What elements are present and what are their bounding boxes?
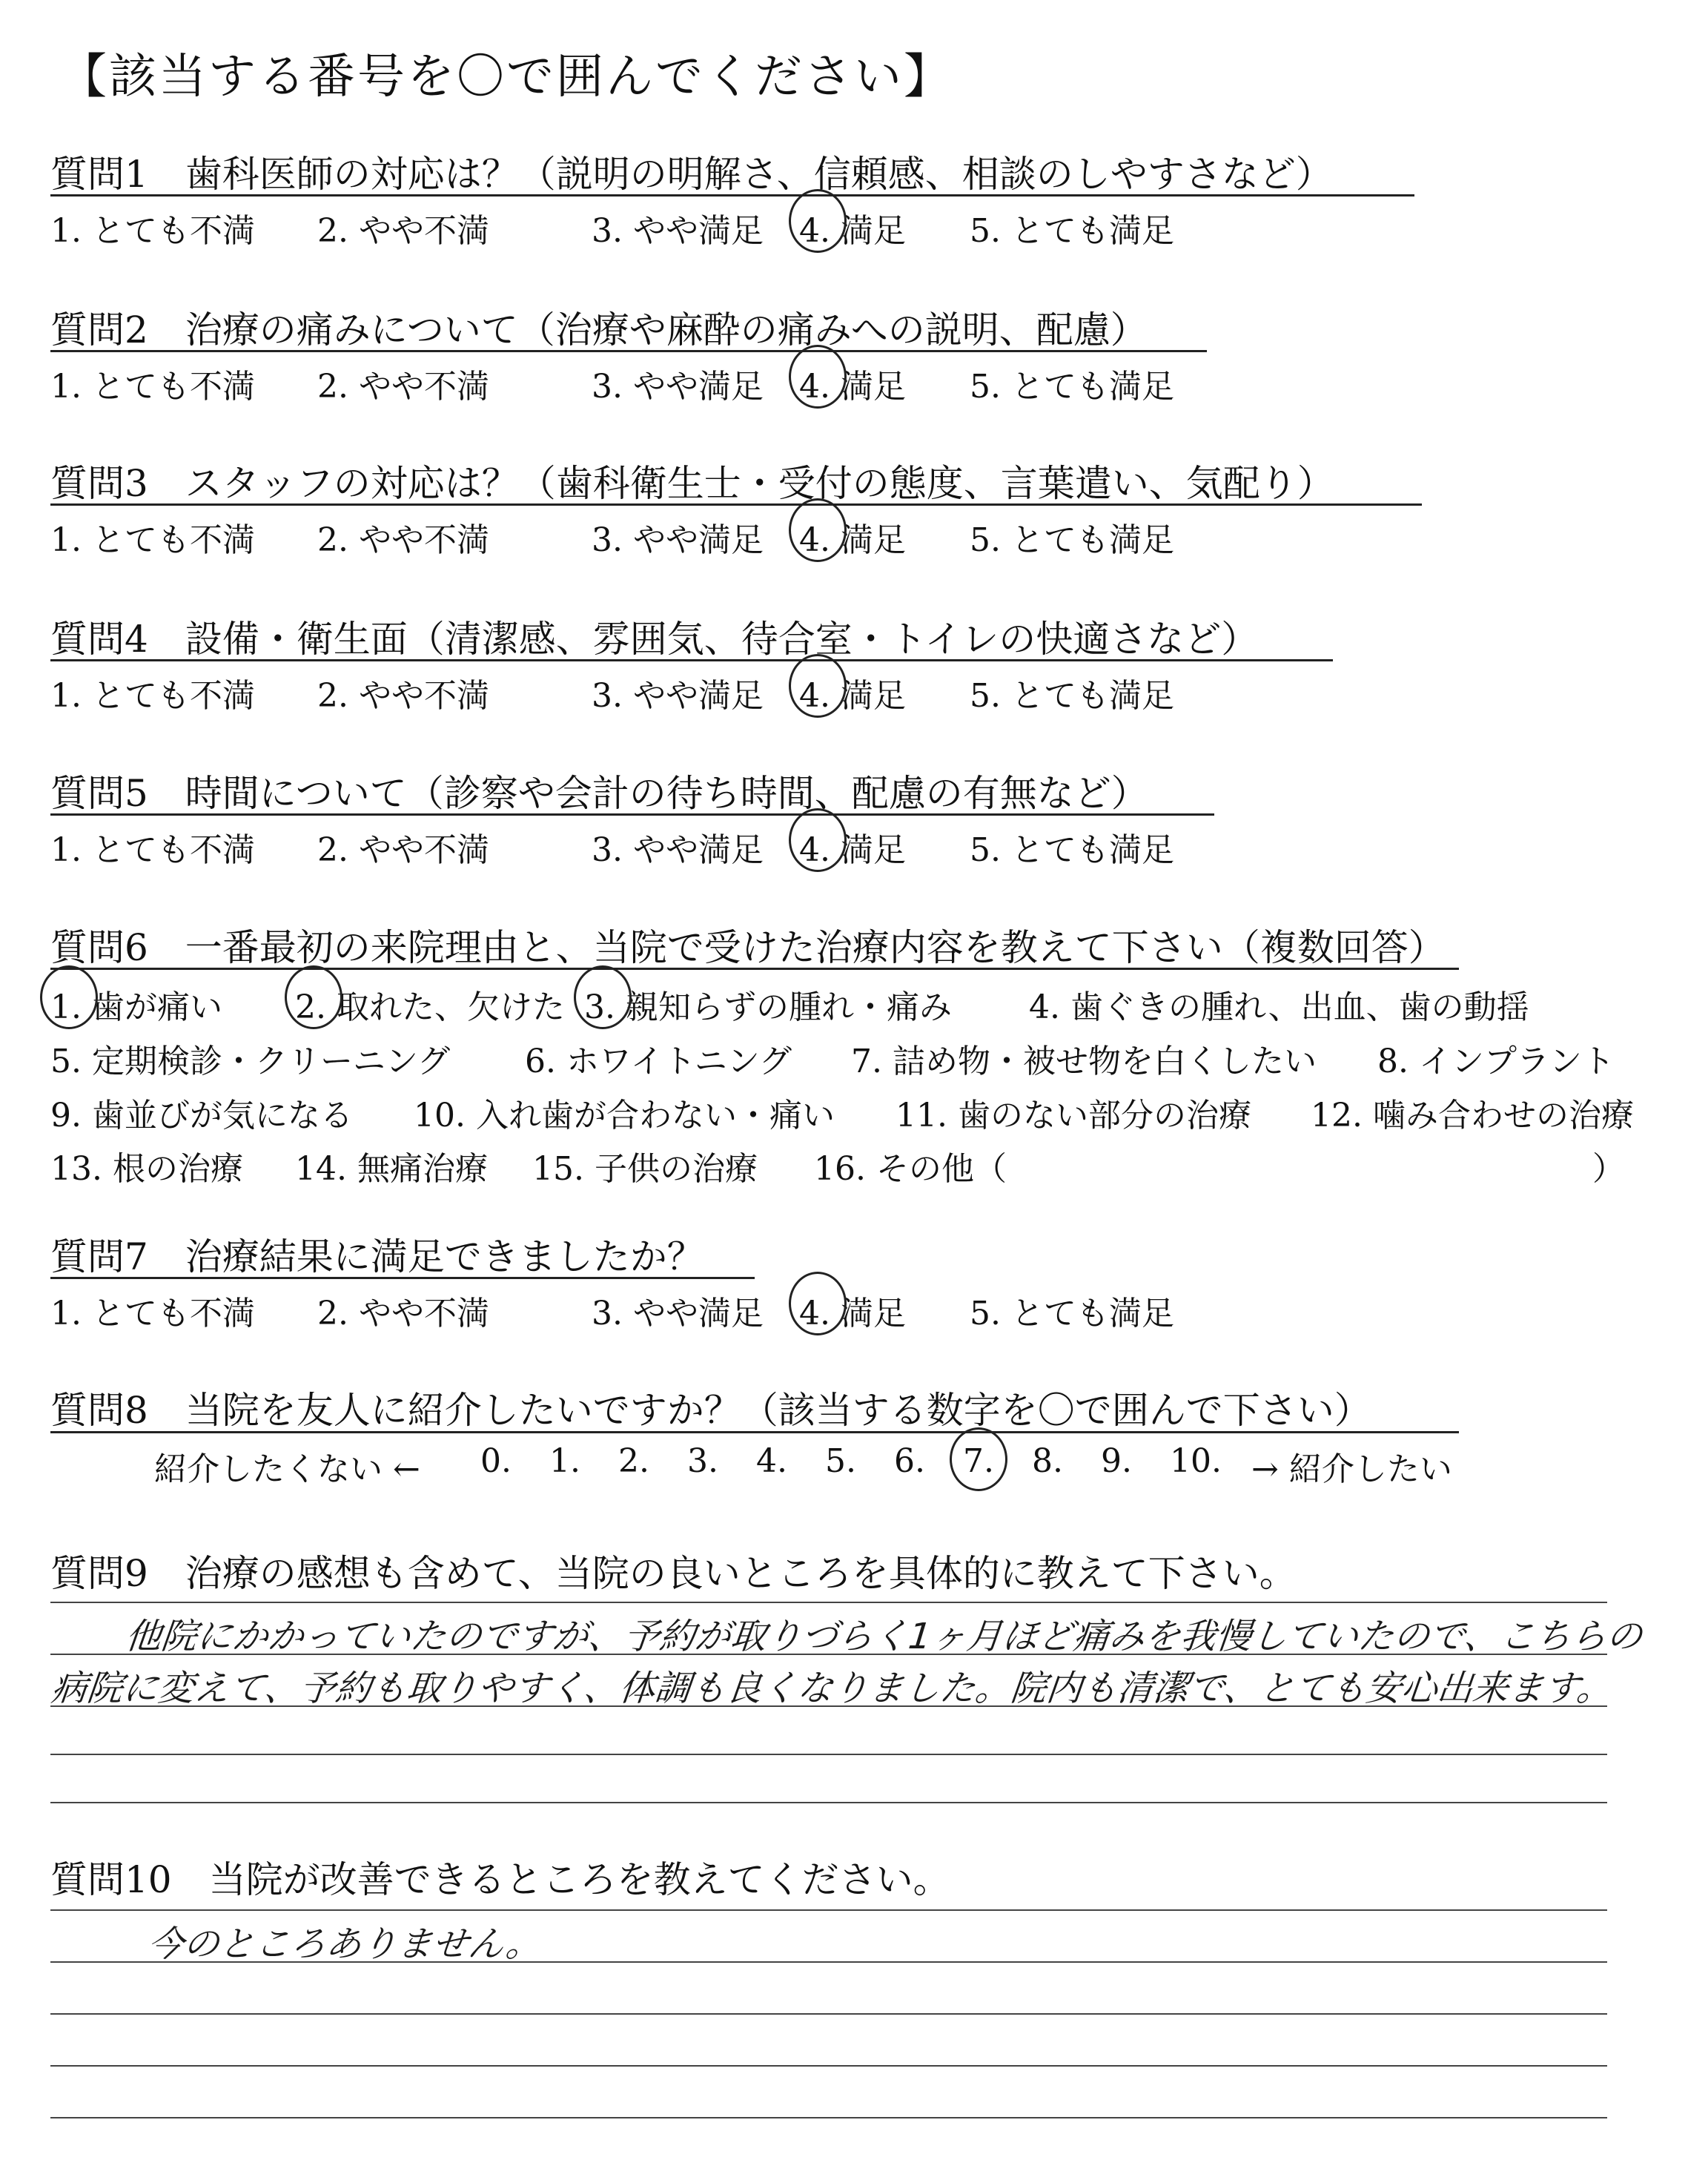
q5-title: 質問5 時間について（診察や会計の待ち時間、配慮の有無など） — [50, 772, 1148, 815]
q6-option[interactable]: 1. 歯が痛い — [50, 988, 222, 1026]
q8-number[interactable]: 8. — [1032, 1442, 1063, 1480]
q10-line — [50, 2117, 1607, 2118]
q9-line — [50, 1602, 1607, 1603]
scale-option[interactable]: 4. 満足 — [799, 368, 906, 406]
q8-right-label: → 紹介したい — [1251, 1450, 1452, 1488]
q6-option[interactable]: 5. 定期検診・クリーニング — [50, 1043, 451, 1080]
q6-option[interactable]: 8. インプラント — [1377, 1043, 1615, 1080]
q8-number[interactable]: 0. — [480, 1442, 512, 1480]
q8-number[interactable]: 4. — [756, 1442, 787, 1480]
scale-option[interactable]: 3. やや満足 — [592, 831, 764, 869]
q4-title: 質問4 設備・衛生面（清潔感、雰囲気、待合室・トイレの快適さなど） — [50, 618, 1259, 661]
scale-option[interactable]: 3. やや満足 — [592, 212, 764, 250]
scale-option[interactable]: 2. やや不満 — [317, 212, 489, 250]
scale-option[interactable]: 5. とても満足 — [970, 831, 1174, 869]
selection-circle — [789, 654, 847, 718]
q10-line — [50, 1909, 1607, 1911]
scale-option[interactable]: 1. とても不満 — [50, 677, 255, 715]
scale-option[interactable]: 3. やや満足 — [592, 521, 764, 559]
selection-circle — [789, 1272, 847, 1335]
scale-option[interactable]: 1. とても不満 — [50, 831, 255, 869]
scale-option[interactable]: 2. やや不満 — [317, 521, 489, 559]
scale-option[interactable]: 4. 満足 — [799, 1295, 906, 1332]
q8-number[interactable]: 10. — [1170, 1442, 1222, 1480]
q3-underline — [50, 503, 1422, 506]
selection-circle — [789, 189, 847, 253]
q10-line — [50, 2065, 1607, 2067]
q3-title: 質問3 スタッフの対応は？（歯科衛生士・受付の態度、言葉遣い、気配り） — [50, 462, 1334, 505]
scale-option[interactable]: 4. 満足 — [799, 521, 906, 559]
selection-circle — [285, 965, 342, 1029]
selection-circle — [950, 1427, 1007, 1491]
scale-option[interactable]: 4. 満足 — [799, 677, 906, 715]
q10-answer: 今のところありません。 — [145, 1923, 544, 1965]
scale-option[interactable]: 4. 満足 — [799, 831, 906, 869]
q2-underline — [50, 350, 1207, 352]
q2-title: 質問2 治療の痛みについて（治療や麻酔の痛みへの説明、配慮） — [50, 308, 1148, 351]
selection-circle — [789, 808, 847, 872]
q7-title: 質問7 治療結果に満足できましたか？ — [50, 1235, 704, 1278]
scale-option[interactable]: 5. とても満足 — [970, 212, 1174, 250]
scale-option[interactable]: 1. とても不満 — [50, 368, 255, 406]
scale-option[interactable]: 2. やや不満 — [317, 368, 489, 406]
q9-line — [50, 1654, 1607, 1655]
q8-number[interactable]: 3. — [687, 1442, 718, 1480]
q8-number[interactable]: 2. — [618, 1442, 649, 1480]
q9-line — [50, 1802, 1607, 1803]
scale-option[interactable]: 2. やや不満 — [317, 831, 489, 869]
q1-title: 質問1 歯科医師の対応は？（説明の明解さ、信頼感、相談のしやすさなど） — [50, 153, 1333, 196]
scale-option[interactable]: 1. とても不満 — [50, 521, 255, 559]
q8-number[interactable]: 7. — [963, 1442, 994, 1480]
scale-option[interactable]: 3. やや満足 — [592, 1295, 764, 1332]
q5-underline — [50, 813, 1214, 816]
q6-title: 質問6 一番最初の来院理由と、当院で受けた治療内容を教えて下さい（複数回答） — [50, 926, 1446, 969]
q1-underline — [50, 194, 1414, 196]
q10-line — [50, 2013, 1607, 2015]
q6-option[interactable]: 15. 子供の治療 — [532, 1150, 758, 1188]
q9-answer-line2: 病院に変えて、予約も取りやすく、体調も良くなりました。院内も清潔で、とても安心出来ます。 — [49, 1668, 1615, 1709]
scale-option[interactable]: 4. 満足 — [799, 212, 906, 250]
q6-option[interactable]: 11. 歯のない部分の治療 — [896, 1097, 1251, 1135]
scale-option[interactable]: 5. とても満足 — [970, 1295, 1174, 1332]
selection-circle — [789, 345, 847, 409]
scale-option[interactable]: 1. とても不満 — [50, 1295, 255, 1332]
page-header: 【該当する番号を〇で囲んでください】 — [59, 50, 953, 105]
q6-option[interactable]: 6. ホワイトニング — [525, 1043, 792, 1080]
q6-underline — [50, 968, 1459, 970]
q6-option[interactable]: 16. その他（ — [814, 1150, 1007, 1188]
q7-underline — [50, 1277, 755, 1279]
q9-answer-line1: 他院にかかっていたのですが、予約が取りづらく1ヶ月ほど痛みを我慢していたので、こちらの — [123, 1616, 1645, 1657]
q10-line — [50, 1961, 1607, 1963]
scale-option[interactable]: 3. やや満足 — [592, 677, 764, 715]
q8-underline — [50, 1431, 1459, 1433]
q8-left-label: 紹介したくない ← — [154, 1450, 420, 1488]
q6-option[interactable]: 13. 根の治療 — [50, 1150, 243, 1188]
q9-line — [50, 1754, 1607, 1755]
q6-option[interactable]: 9. 歯並びが気になる — [50, 1097, 353, 1135]
scale-option[interactable]: 1. とても不満 — [50, 212, 255, 250]
selection-circle — [40, 965, 98, 1029]
selection-circle — [789, 498, 847, 562]
q6-option[interactable]: 3. 親知らずの腫れ・痛み — [584, 988, 952, 1026]
q9-line — [50, 1705, 1607, 1707]
q6-option[interactable]: 12. 噛み合わせの治療 — [1311, 1097, 1634, 1135]
q6-option[interactable]: 14. 無痛治療 — [295, 1150, 488, 1188]
q8-number[interactable]: 1. — [549, 1442, 580, 1480]
scale-option[interactable]: 5. とても満足 — [970, 368, 1174, 406]
q10-title: 質問10 当院が改善できるところを教えてください。 — [50, 1858, 950, 1901]
q6-option[interactable]: ） — [1592, 1150, 1625, 1188]
scale-option[interactable]: 5. とても満足 — [970, 521, 1174, 559]
selection-circle — [574, 965, 632, 1029]
q8-number[interactable]: 6. — [894, 1442, 925, 1480]
q8-number[interactable]: 9. — [1101, 1442, 1132, 1480]
q6-option[interactable]: 10. 入れ歯が合わない・痛い — [414, 1097, 835, 1135]
scale-option[interactable]: 5. とても満足 — [970, 677, 1174, 715]
q8-number[interactable]: 5. — [825, 1442, 856, 1480]
scale-option[interactable]: 3. やや満足 — [592, 368, 764, 406]
q9-title: 質問9 治療の感想も含めて、当院の良いところを具体的に教えて下さい。 — [50, 1552, 1297, 1595]
q8-title: 質問8 当院を友人に紹介したいですか？（該当する数字を〇で囲んで下さい） — [50, 1389, 1371, 1432]
scale-option[interactable]: 2. やや不満 — [317, 677, 489, 715]
q6-option[interactable]: 2. 取れた、欠けた — [295, 988, 565, 1026]
q6-option[interactable]: 4. 歯ぐきの腫れ、出血、歯の動揺 — [1029, 988, 1529, 1026]
q6-option[interactable]: 7. 詰め物・被せ物を白くしたい — [851, 1043, 1317, 1080]
scale-option[interactable]: 2. やや不満 — [317, 1295, 489, 1332]
q4-underline — [50, 659, 1333, 661]
